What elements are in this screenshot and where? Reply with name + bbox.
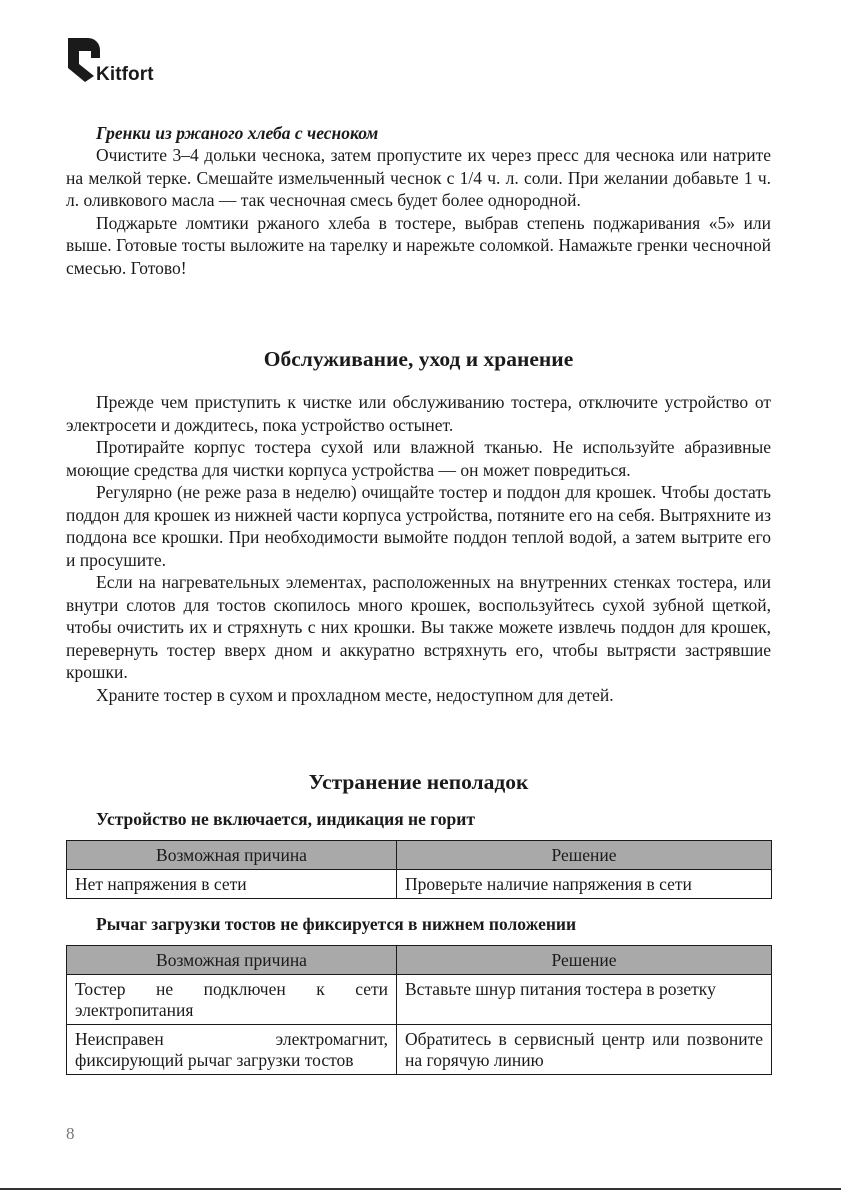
- table-header-solution: Решение: [397, 841, 772, 870]
- table-header-cause: Возможная причина: [67, 841, 397, 870]
- table-cell-cause: Неисправен электромагнит, фиксирующий рычаг загрузки тостов: [67, 1025, 397, 1075]
- table-cell-solution: Вставьте шнур питания тостера в розетку: [397, 975, 772, 1025]
- table-header-solution: Решение: [397, 946, 772, 975]
- brand-name: Kitfort: [96, 64, 154, 85]
- table-row: [67, 870, 772, 899]
- care-paragraph: Регулярно (не реже раза в неделю) очищайте тостер и поддон для крошек. Чтобы достать поддон для крошек из нижней части корпуса устройства, потяните его на себя. Вытряхните из поддона все крошки. При необходимости вымойте поддон теплой водой, а затем вытрите его и просушите.: [66, 482, 771, 570]
- care-paragraph: Храните тостер в сухом и прохладном месте, недоступном для детей.: [96, 684, 614, 705]
- table-row: [67, 1025, 772, 1075]
- table-row: [67, 975, 772, 1025]
- page-content: [66, 122, 771, 1075]
- table-header-cause: Возможная причина: [67, 946, 397, 975]
- recipe-title: Гренки из ржаного хлеба с чесноком: [96, 123, 379, 143]
- troubleshooting-table: [66, 840, 772, 899]
- problem-title: Рычаг загрузки тостов не фиксируется в нижнем положении: [96, 914, 577, 934]
- care-heading: Обслуживание, уход и хранение: [263, 347, 574, 371]
- table-cell-solution: Проверьте наличие напряжения в сети: [397, 870, 772, 899]
- page-number: 8: [66, 1124, 75, 1143]
- table-header-row: [67, 946, 772, 975]
- table-cell-cause: Нет напряжения в сети: [67, 870, 397, 899]
- table-cell-solution: Обратитесь в сервисный центр или позвоните на горячую линию: [397, 1025, 772, 1075]
- recipe-paragraph: Поджарьте ломтики ржаного хлеба в тостере, выбрав степень поджаривания «5» или выше. Готовые тосты выложите на тарелку и нарежьте соломкой. Намажьте гренки чесночной смесью. Готово!: [66, 212, 771, 278]
- page-bottom-rule: [0, 1188, 841, 1190]
- troubleshooting-table: [66, 945, 772, 1075]
- care-paragraph: Если на нагревательных элементах, расположенных на внутренних стенках тостера, или внутри слотов для тостов скопилось много крошек, воспользуйтесь сухой зубной щеткой, чтобы очистить их и стряхнуть с них крошки. Вы также можете извлечь поддон для крошек, перевернуть тостер вверх дном и аккуратно встряхнуть его, чтобы вытрясти застрявшие крошки.: [66, 572, 771, 682]
- care-paragraph: Прежде чем приступить к чистке или обслуживанию тостера, отключите устройство от электросети и дождитесь, пока устройство остынет.: [66, 392, 771, 435]
- problem-title: Устройство не включается, индикация не горит: [96, 809, 475, 829]
- care-paragraph: Протирайте корпус тостера сухой или влажной тканью. Не используйте абразивные моющие средства для чистки корпуса устройства — он может повредиться.: [66, 437, 771, 480]
- table-cell-cause: Тостер не подключен к сети электропитания: [67, 975, 397, 1025]
- table-header-row: [67, 841, 772, 870]
- recipe-paragraph: Очистите 3–4 дольки чеснока, затем пропустите их через пресс для чеснока или натрите на мелкой терке. Смешайте измельченный чеснок с 1/4 ч. л. соли. При желании добавьте 1 ч. л. оливкового масла — так чесночная смесь будет более однородной.: [66, 145, 771, 210]
- troubleshooting-heading: Устранение неполадок: [308, 770, 529, 794]
